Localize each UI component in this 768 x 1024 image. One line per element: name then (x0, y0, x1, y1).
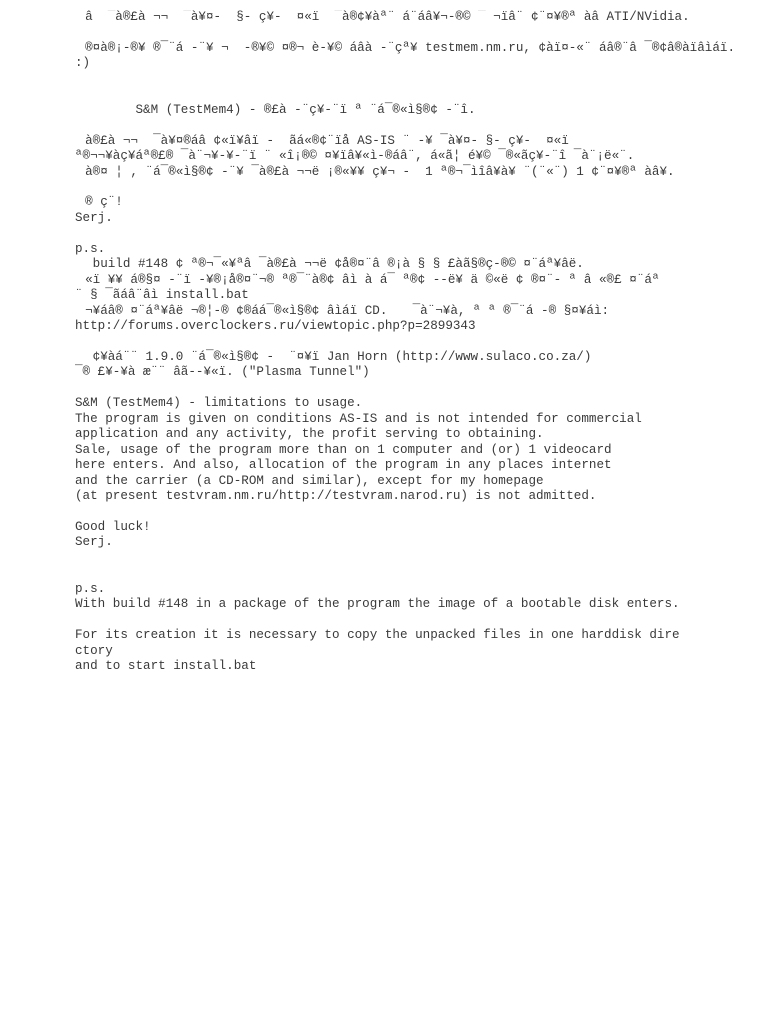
document-body-text: â ¯à®£à ¬¬ ¯à¥¤- §- ç¥- ¤«ï ¯à®¢¥àª¨ á¨áâ¥¬-®© ¯ ¬ïâ¨ ¢¨¤¥®ª àâ ATI/NVidia. ®¤à®¡-®¥ ®¯¨á -¨¥ ¬ -®¥© ¤®¬ è-¥© áâà -¨çª¥ testmem.nm.ru, ¢àï¤-«¨ áâ®¨â ¯®¢â®àïâìáï. :) S&M (TestMem4) - ®£à -¨ç¥-¨ï ª ¨á¯®«ì§®¢ -¨î. à®£à ¬¬ ¯à¥¤®áâ ¢«ï¥âï - ãá«®¢¨ïå AS-IS ¨ -¥ ¯à¥¤- §- ç¥- ¤«ï ª®¬¬¥àç¥áª®£® ¯à¨¬¥-¥-¨ï ¨ «î¡®© ¤¥ïâ¥«ì-®áâ¨, á«ã¦ é¥© ¯®«ãç¥-¨î ¯à¨¡ë«¨. à®¤ ¦ , ¨á¯®«ì§®¢ -¨¥ ¯à®£à ¬¬ë ¡®«¥¥ ç¥¬ - 1 ª®¬¯ìîâ¥à¥ ¨(¨«¨) 1 ¢¨¤¥®ª àâ¥.  ® ç¨! Serj. p.s.  build #148 ¢ ª®¬¯«¥ªâ ¯à®£à ¬¬ë ¢å®¤¨â ®¡à § § £àã§®ç-®© ¤¨áª¥âë. «ï ¥¥ á®§¤ -¨ï -¥®¡å®¤¨¬® ª®¯¨à®¢ âì à á¯ ª®¢ --ë¥ ä ©«ë ¢ ®¤¨- ª â «®£ ¤¨áª ¨ § ¯ãáâ¨âì install.bat ¬¥áâ® ¤¨áª¥âë ¬®¦-® ¢®áá¯®«ì§®¢ âìáï CD.  ¯à¨¬¥à, ª ª ®¯¨á -® §¤¥áì: http://forums.overclockers.ru/viewtopic.php?p=2899343  ¢¥àá¨¨ 1.9.0 ¨á¯®«ì§®¢ - ¨¤¥ï Jan Horn (http://www.sulaco.co.za/) ¯® £¥-¥à æ¨¨ âã--¥«ï. ("Plasma Tunnel") S&M (TestMem4) - limitations to usage. The program is given on conditions AS-IS and is not intended for commercial application and any activity, the profit serving to obtaining. Sale, usage of the program more than on 1 computer and (or) 1 videocard here enters. And also, allocation of the program in any places internet and the carrier (a CD-ROM and similar), except for my homepage (at present testvram.nm.ru/http://testvram.narod.ru) is not admitted. Good luck! Serj. p.s. With build #148 in a package of the program the image of a bootable disk enters. For its creation it is necessary to copy the unpacked files in one harddisk dire ctory and to start install.bat (75, 10, 736, 674)
